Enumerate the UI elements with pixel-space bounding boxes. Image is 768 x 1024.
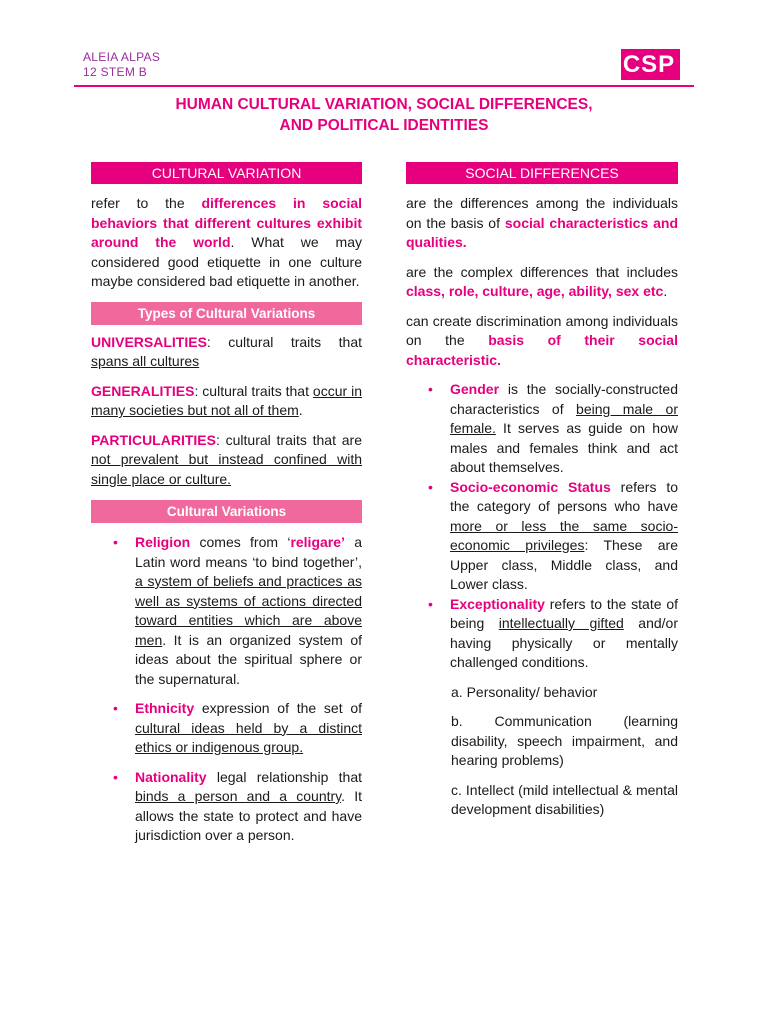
item-text: refers to the category of persons who have — [450, 478, 678, 514]
bullet-icon: • — [428, 381, 433, 397]
bullet-icon: • — [113, 768, 118, 785]
title-line-2: AND POLITICAL IDENTITIES — [279, 117, 489, 134]
social-diff-p1 — [406, 194, 678, 253]
cultural-variation-column — [91, 162, 362, 846]
para-text: are the complex differences that includes — [406, 263, 678, 280]
item-text: refers to the state of being — [450, 595, 678, 631]
list-item-nationality — [91, 768, 362, 846]
item-underlined: cultural ideas held by a distinct ethics or indigenous group. — [135, 719, 362, 755]
para-text: are the differences among the individuals on the basis of — [406, 195, 678, 231]
social-list — [406, 380, 678, 673]
item-underlined: more or less the same socio-economic privileges — [450, 517, 678, 553]
type-underlined: spans all cultures — [91, 353, 200, 369]
variations-list — [91, 533, 362, 846]
cultural-variation-intro — [91, 194, 362, 292]
item-text: . It allows the state to protect and have jurisdiction over a person. — [135, 788, 363, 843]
item-term: Ethnicity — [135, 700, 195, 716]
author-class: 12 STEM B — [83, 65, 148, 79]
cultural-variation-heading: CULTURAL VARIATION — [91, 162, 362, 184]
list-item-gender — [406, 380, 678, 478]
bullet-icon: • — [428, 595, 433, 612]
item-text: : These are Upper class, Middle class, and Lower class. — [450, 537, 679, 592]
list-item-exceptionality — [406, 595, 678, 673]
item-latin: religare’ — [290, 534, 345, 550]
item-underlined: intellectually gifted — [498, 615, 624, 631]
type-universalities — [91, 333, 362, 372]
intro-highlight: differences in social behaviors that different cultures exhibit around the world — [91, 195, 363, 250]
type-desc: : cultural traits that — [206, 333, 362, 350]
social-diff-p2 — [406, 263, 678, 302]
intro-text-end: . What we may considered good etiquette in one culture maybe considered bad etiquette in another. — [91, 234, 362, 289]
page-title — [74, 94, 694, 136]
type-tail: . — [298, 402, 303, 418]
item-term: Socio-economic Status — [450, 478, 611, 495]
para-text-end: . — [663, 283, 668, 299]
list-item-ethnicity — [91, 699, 362, 758]
item-text: . It is an organized system of ideas about the spiritual sphere or the supernatural. — [135, 631, 362, 687]
author-block — [83, 50, 160, 80]
social-diff-p3 — [406, 312, 678, 371]
item-text: is the socially-constructed characteristics of — [450, 381, 678, 417]
csp-logo: CSP — [618, 49, 680, 80]
item-text: legal relationship that — [206, 768, 362, 785]
item-text: and/or having physically or mentally challenged conditions. — [450, 615, 678, 670]
para-highlight: basis of their social characteristic. — [406, 332, 678, 368]
item-text: comes from ‘ — [190, 534, 291, 550]
list-item-religion — [91, 533, 362, 689]
sub-item-personality: a. Personality/ behavior — [451, 683, 598, 700]
bullet-icon: • — [113, 700, 118, 716]
type-underlined: not prevalent but instead confined with single place or culture. — [91, 451, 362, 487]
title-line-1: HUMAN CULTURAL VARIATION, SOCIAL DIFFERENCES, — [175, 96, 593, 113]
item-text: It serves as guide on how males and females think and act about themselves. — [450, 420, 678, 475]
para-highlight: class, role, culture, age, ability, sex etc — [406, 283, 664, 299]
bullet-icon: • — [113, 534, 118, 550]
social-differences-column — [406, 162, 678, 820]
header-rule — [74, 85, 694, 87]
type-desc: : cultural traits that are — [215, 431, 362, 448]
para-highlight: social characteristics and qualities. — [406, 214, 679, 250]
intro-text: refer to the — [91, 195, 202, 211]
sub-item-communication: b. Communication (learning disability, speech impairment, and hearing problems) — [451, 713, 678, 768]
list-item-socio-economic — [406, 478, 678, 595]
type-underlined: occur in many societies but not all of them — [91, 382, 362, 418]
type-term: UNIVERSALITIES — [91, 333, 207, 350]
item-underlined: binds a person and a country — [135, 788, 342, 804]
type-term: PARTICULARITIES — [91, 431, 216, 448]
item-term: Gender — [450, 381, 500, 397]
item-term: Religion — [135, 534, 191, 550]
author-name: ALEIA ALPAS — [83, 50, 161, 64]
bullet-icon: • — [428, 478, 433, 495]
item-underlined: a system of beliefs and practices as well as systems of actions directed toward entities which are above men — [135, 573, 362, 648]
item-term: Nationality — [135, 768, 207, 785]
type-term: GENERALITIES — [91, 382, 195, 399]
type-desc: : cultural traits that — [194, 382, 313, 399]
type-particularities — [91, 431, 362, 490]
type-generalities — [91, 382, 362, 421]
item-underlined: being male or female. — [450, 400, 678, 436]
item-term: Exceptionality — [450, 595, 545, 612]
variations-heading: Cultural Variations — [91, 500, 362, 523]
para-text: can create discrimination among individuals on the — [406, 312, 678, 348]
sub-item-intellect: c. Intellect (mild intellectual & mental development disabilities) — [451, 781, 678, 817]
logo-edge — [618, 49, 621, 80]
types-heading: Types of Cultural Variations — [91, 302, 362, 325]
item-text: expression of the set of — [194, 700, 362, 716]
item-text: a Latin word means ‘to bind together’, — [135, 534, 362, 570]
social-differences-heading: SOCIAL DIFFERENCES — [406, 162, 678, 184]
